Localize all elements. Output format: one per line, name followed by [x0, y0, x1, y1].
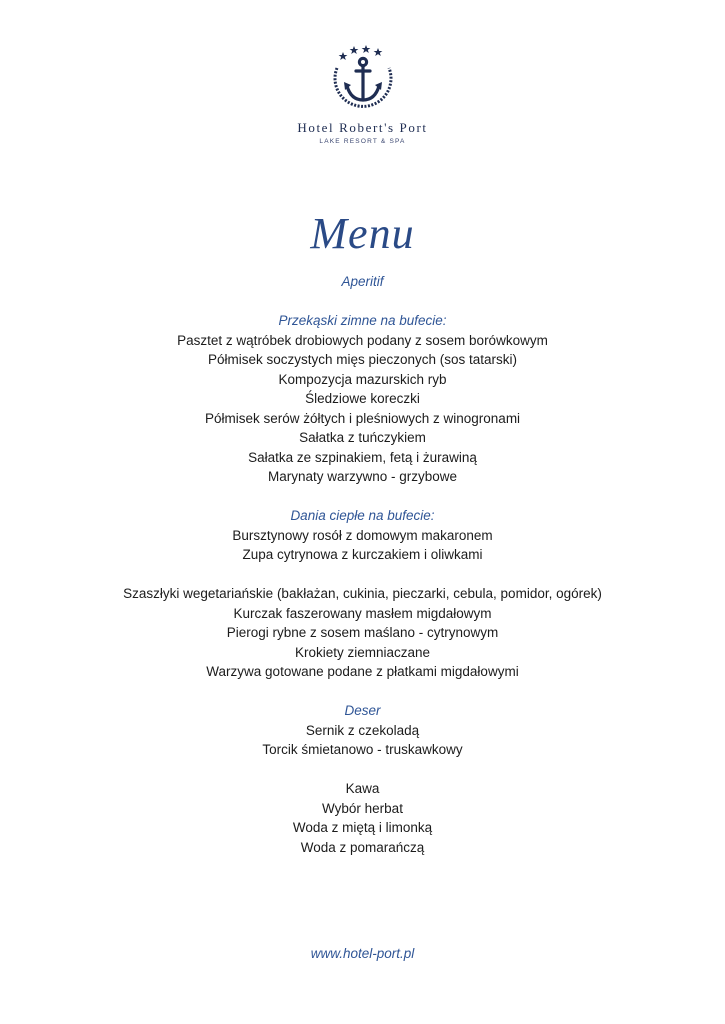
menu-item: Sałatka ze szpinakiem, fetą i żurawiną: [248, 449, 477, 465]
anchor-icon: [323, 38, 403, 112]
hotel-subtitle: LAKE RESORT & SPA: [319, 138, 406, 145]
menu-item: Kawa: [345, 781, 380, 796]
menu-item: Pierogi rybne z sosem maślano - cytrynowym: [226, 625, 499, 640]
website-link[interactable]: www.hotel-port.pl: [310, 946, 415, 961]
hotel-name: Hotel Robert's Port: [297, 120, 428, 135]
menu-item: Śledziowe koreczki: [305, 391, 420, 406]
menu-item: Krokiety ziemniaczane: [294, 644, 431, 660]
menu-spacer: [0, 565, 725, 585]
menu-content: [0, 272, 725, 857]
menu-item: Woda z pomarańczą: [300, 839, 425, 855]
page-title: Menu: [310, 209, 415, 258]
menu-item: Woda z miętą i limonką: [292, 820, 433, 835]
menu-item: Marynaty warzywno - grzybowe: [267, 469, 458, 484]
menu-item: Bursztynowy rosół z domowym makaronem: [232, 527, 493, 543]
section-heading-aperitif: Aperitif: [341, 274, 384, 289]
menu-item: Sałatka z tuńczykiem: [299, 430, 426, 445]
section-heading-cold-starters: Przekąski zimne na bufecie:: [278, 313, 447, 328]
menu-item: Półmisek soczystych mięs pieczonych (sos tatarski): [207, 352, 518, 367]
menu-item: Kurczak faszerowany masłem migdałowym: [233, 605, 492, 621]
menu-item: Sernik z czekoladą: [305, 722, 420, 738]
menu-item: Pasztet z wątróbek drobiowych podany z sosem borówkowym: [177, 332, 548, 348]
hotel-logo: [0, 38, 725, 145]
menu-item: Wybór herbat: [322, 800, 403, 816]
menu-item: Zupa cytrynowa z kurczakiem i oliwkami: [242, 547, 483, 562]
section-heading-hot-dishes: Dania ciepłe na bufecie:: [290, 508, 435, 523]
menu-item: Torcik śmietanowo - truskawkowy: [262, 742, 463, 757]
menu-item: Półmisek serów żółtych i pleśniowych z winogronami: [204, 410, 521, 426]
menu-item: Kompozycja mazurskich ryb: [278, 371, 447, 387]
section-heading-dessert: Deser: [344, 703, 381, 718]
menu-item: Warzywa gotowane podane z płatkami migdałowymi: [206, 664, 519, 679]
menu-item: Szaszłyki wegetariańskie (bakłażan, cukinia, pieczarki, cebula, pomidor, ogórek): [123, 586, 602, 601]
